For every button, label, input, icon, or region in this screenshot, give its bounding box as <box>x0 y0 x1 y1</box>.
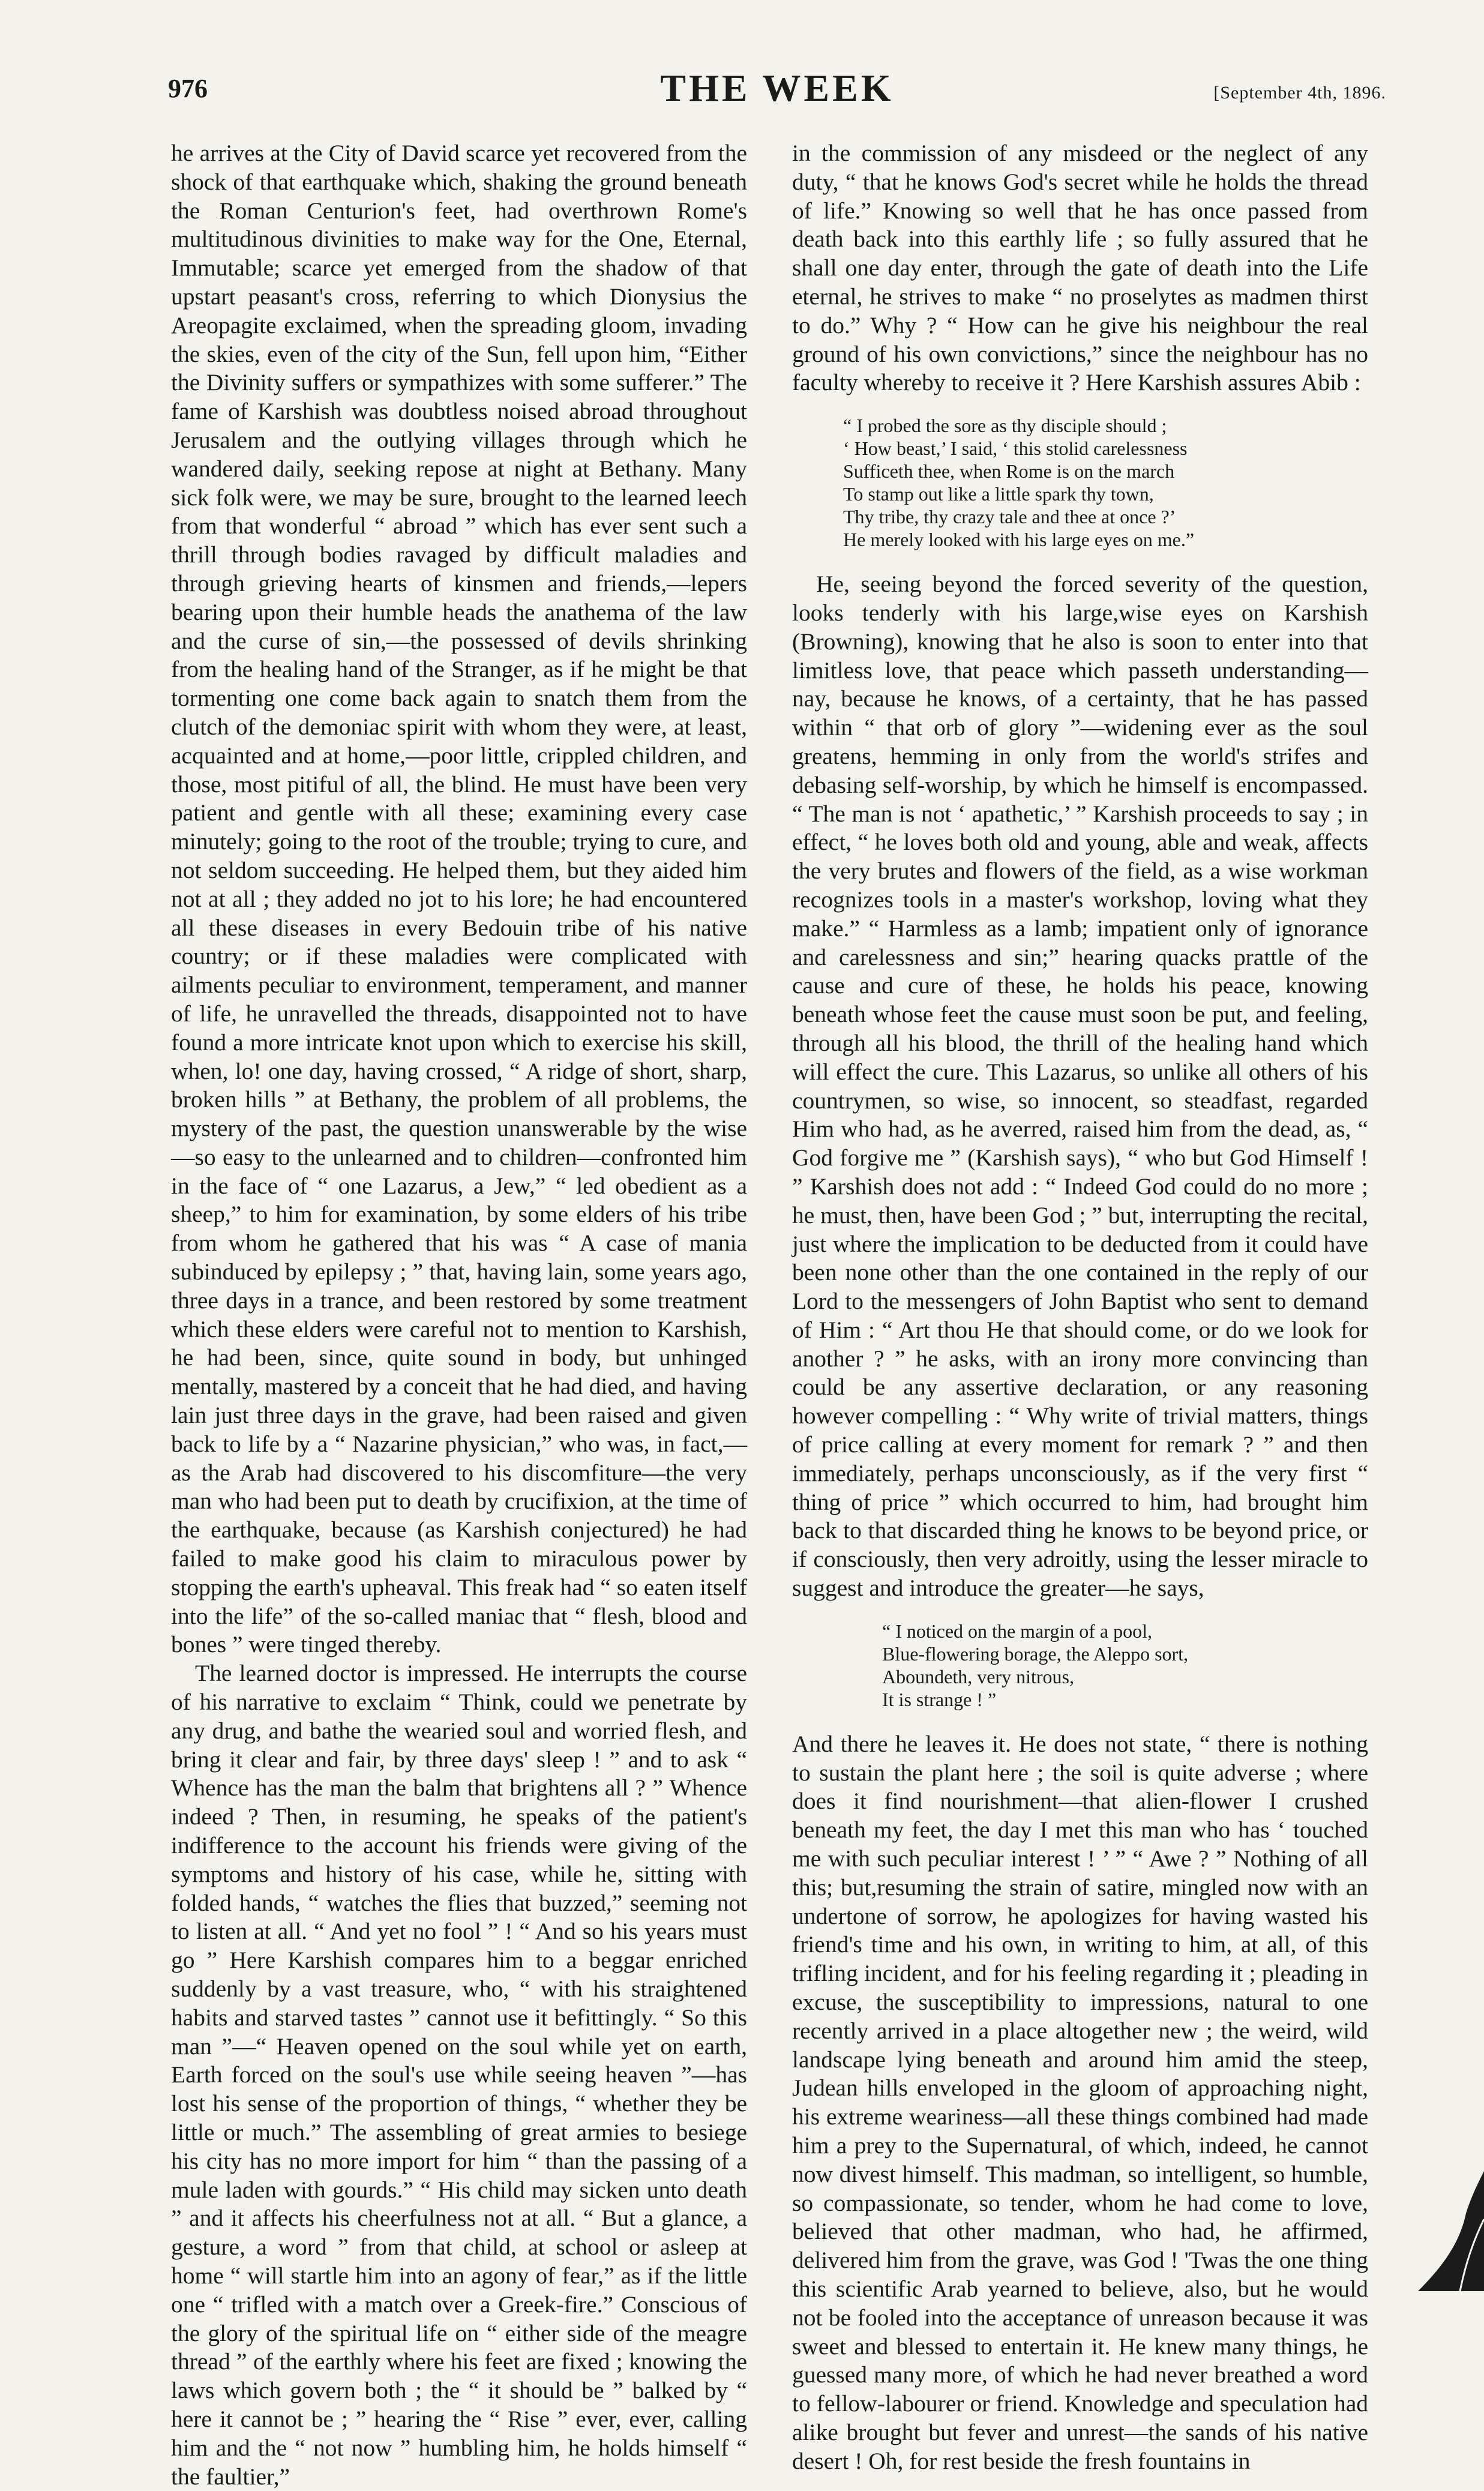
issue-date: [September 4th, 1896. <box>1213 83 1386 103</box>
page-header <box>168 66 1386 132</box>
verse-quote-1: “ I probed the sore as thy disciple should ; ‘ How beast,’ I said, ‘ this stolid carelessness Sufficeth thee, when Rome is on the march To stamp out like a little spark thy town, Thy tribe, thy crazy tale and thee at once ?’ He merely looked with his large eyes on me.” <box>843 415 1195 551</box>
right-column <box>792 139 1368 2476</box>
left-paragraph-2: The learned doctor is impressed. He interrupts the course of his narrative to exclaim “ Think, could we penetrate by any drug, and bathe the wearied soul and worried flesh, and bring it clear and fair, by three days' sleep ! ” and to ask “ Whence has the man the balm that brightens all ? ” Whence indeed ? Then, in resuming, he speaks of the patient's indifference to the account his friends were giving of the symptoms and history of his case, while he, sitting with folded hands, “ watches the flies that buzzed,” seeming not to listen at all. “ And yet no fool ” ! “ And so his years must go ” Here Karshish compares him to a beggar enriched suddenly by a vast treasure, who, “ with his straightened habits and starved tastes ” cannot use it befittingly. “ So this man ”—“ Heaven opened on the soul while yet on earth, Earth forced on the soul's use while seeing heaven ”—has lost his sense of the proportion of things, “ whether they be little or much.” The assembling of great armies to besiege his city has no more import for him “ than the passing of a mule laden with gourds.” “ His child may sicken unto death ” and it affects his cheerfulness not at all. “ But a glance, a gesture, a word ” from that child, at school or asleep at home “ will startle him into an agony of fear,” as if the little one “ trifled with a match over a Greek-fire.” Conscious of the glory of the spiritual life on “ either side of the meagre thread ” of the earthly where his feet are fixed ; knowing the laws which govern both ; the “ it should be ” balked by “ here it cannot be ; ” hearing the “ Rise ” ever, ever, calling him and the “ not now ” humbling him, he holds himself “ the faultier,” <box>171 1660 747 2490</box>
right-paragraph-1: in the commission of any misdeed or the neglect of any duty, “ that he knows God's secret while he holds the thread of life.” Knowing so well that he has once passed from death back into this earthly life ; so fully assured that he shall one day enter, through the gate of death into the Life eternal, he strives to make “ no proselytes as madmen thirst to do.” Why ? “ How can he give his neighbour the real ground of his own convictions,” since the neighbour has no faculty whereby to receive it ? Here Karshish assures Abib : <box>792 140 1368 396</box>
left-column <box>171 139 747 2491</box>
corner-ornament-icon <box>1406 2171 1484 2291</box>
left-paragraph-1: he arrives at the City of David scarce yet recovered from the shock of that earthquake which, shaking the ground beneath the Roman Centurion's feet, had overthrown Rome's multitudinous divinities to make way for the One, Eternal, Immutable; scarce yet emerged from the shadow of that upstart peasant's cross, referring to which Dionysius the Areopagite exclaimed, when the spreading gloom, invading the skies, even of the city of the Sun, fell upon him, “Either the Divinity suffers or sympathizes with some sufferer.” The fame of Karshish was doubtless noised abroad throughout Jerusalem and the outlying villages through which he wandered daily, seeking repose at night at Bethany. Many sick folk were, we may be sure, brought to the learned leech from that wonderful “ abroad ” which has ever sent such a thrill through bodies ravaged by difficult maladies and through grieving hearts of kinsmen and friends,—lepers bearing upon their humble heads the anathema of the law and the curse of sin,—the possessed of devils shrinking from the healing hand of the Stranger, as if he might be that tormenting one come back again to snatch them from the clutch of the demoniac spirit with whom they were, at least, acquainted and at home,—poor little, crippled children, and those, most pitiful of all, the blind. He must have been very patient and gentle with all these; examining every case minutely; going to the root of the trouble; trying to cure, and not seldom succeeding. He helped them, but they aided him not at all ; they added no jot to his lore; he had encountered all these diseases in every Bedouin tribe of his native country; or if these maladies were complicated with ailments peculiar to environment, temperament, and manner of life, he unravelled the threads, disappointed not to have found a more intricate knot upon which to exercise his skill, when, lo! one day, having crossed, “ A ridge of short, sharp, broken hills ” at Bethany, the problem of all problems, the mystery of the past, the question unanswerable by the wise—so easy to the unlearned and to children—confronted him in the face of “ one Lazarus, a Jew,” “ led obedient as a sheep,” to him for examination, by some elders of his tribe from whom he gathered that his was “ A case of mania subinduced by epilepsy ; ” that, having lain, some years ago, three days in a trance, and been restored by some treatment which these elders were careful not to mention to Karshish, he had been, since, quite sound in body, but unhinged mentally, mastered by a conceit that he had died, and having lain just three days in the grave, had been raised and given back to life by a “ Nazarine physician,” who was, in fact,—as the Arab had discovered to his discomfiture—the very man who had been put to death by crucifixion, at the time of the earthquake, because (as Karshish conjectured) he had failed to make good his claim to miraculous power by stopping the earth's upheaval. This freak had “ so eaten itself into the life” of the so-called maniac that “ flesh, blood and bones ” were tinged thereby. <box>171 140 747 1658</box>
verse-quote-2: “ I noticed on the margin of a pool, Blue-flowering borage, the Aleppo sort, Aboundeth, very nitrous, It is strange ! ” <box>882 1620 1189 1710</box>
right-paragraph-2: He, seeing beyond the forced severity of the question, looks tenderly with his large,wise eyes on Karshish (Browning), knowing that he also is soon to enter into that limitless love, that peace which passeth understanding—nay, because he knows, of a certainty, that he has passed within “ that orb of glory ”—widening ever as the soul greatens, hemming in only from the world's strifes and debasing self-worship, by which he himself is encompassed. “ The man is not ‘ apathetic,’ ” Karshish proceeds to say ; in effect, “ he loves both old and young, able and weak, affects the very brutes and flowers of the field, as a wise workman recognizes tools in a master's workshop, loving what they make.” “ Harmless as a lamb; impatient only of ignorance and carelessness and sin;” hearing quacks prattle of the cause and cure of these, he holds his peace, knowing beneath whose feet the cause must soon be put, and feeling, through all his blood, the thrill of the healing hand which will effect the cure. This Lazarus, so unlike all others of his countrymen, so wise, so innocent, so steadfast, regarded Him who had, as he averred, raised him from the dead, as, “ God forgive me ” (Karshish says), “ who but God Himself ! ” Karshish does not add : “ Indeed God could do no more ; he must, then, have been God ; ” but, interrupting the recital, just where the implication to be deducted from it could have been none other than the one contained in the reply of our Lord to the messengers of John Baptist who sent to demand of Him : “ Art thou He that should come, or do we look for another ? ” he asks, with an irony more convincing than could be any assertive declaration, or any reasoning however compelling : “ Why write of trivial matters, things of price calling at every moment for remark ? ” and then immediately, perhaps unconsciously, as if the very first “ thing of price ” which occurred to him, had brought him back to that discarded thing he knows to be beyond price, or if consciously, then very adroitly, using the lesser miracle to suggest and introduce the greater—he says, <box>792 571 1368 1602</box>
page-number: 976 <box>168 74 208 103</box>
right-paragraph-3: And there he leaves it. He does not state, “ there is nothing to sustain the plant here ; the soil is quite adverse ; where does it find nourishment—that alien-flower I crushed beneath my feet, the day I met this man who has ‘ touched me with such peculiar interest ! ’ ” “ Awe ? ” Nothing of all this; but,resuming the strain of satire, mingled now with an undertone of sorrow, he apologizes for having wasted his friend's time and his own, in writing to him, at all, of this trifling incident, and for his feeling regarding it ; pleading in excuse, the susceptibility to impressions, natural to one recently arrived in a place altogether new ; the weird, wild landscape lying beneath and around him amid the steep, Judean hills enveloped in the gloom of approaching night, his extreme weariness—all these things combined had made him a prey to the Supernatural, of which, indeed, he cannot now divest himself. This madman, so intelligent, so humble, so compassionate, so tender, whom he had come to love, believed that other madman, who had, he affirmed, delivered him from the grave, was God ! 'Twas the one thing this scientific Arab yearned to believe, also, but he would not be fooled into the acceptance of unreason because it was sweet and blessed to entertain it. He knew many things, he guessed many more, of which he had never breathed a word to fellow-labourer or friend. Knowledge and speculation had alike brought but fever and unrest—the sands of his native desert ! Oh, for rest beside the fresh fountains in <box>792 1730 1368 2474</box>
masthead-title: THE WEEK <box>660 67 894 109</box>
